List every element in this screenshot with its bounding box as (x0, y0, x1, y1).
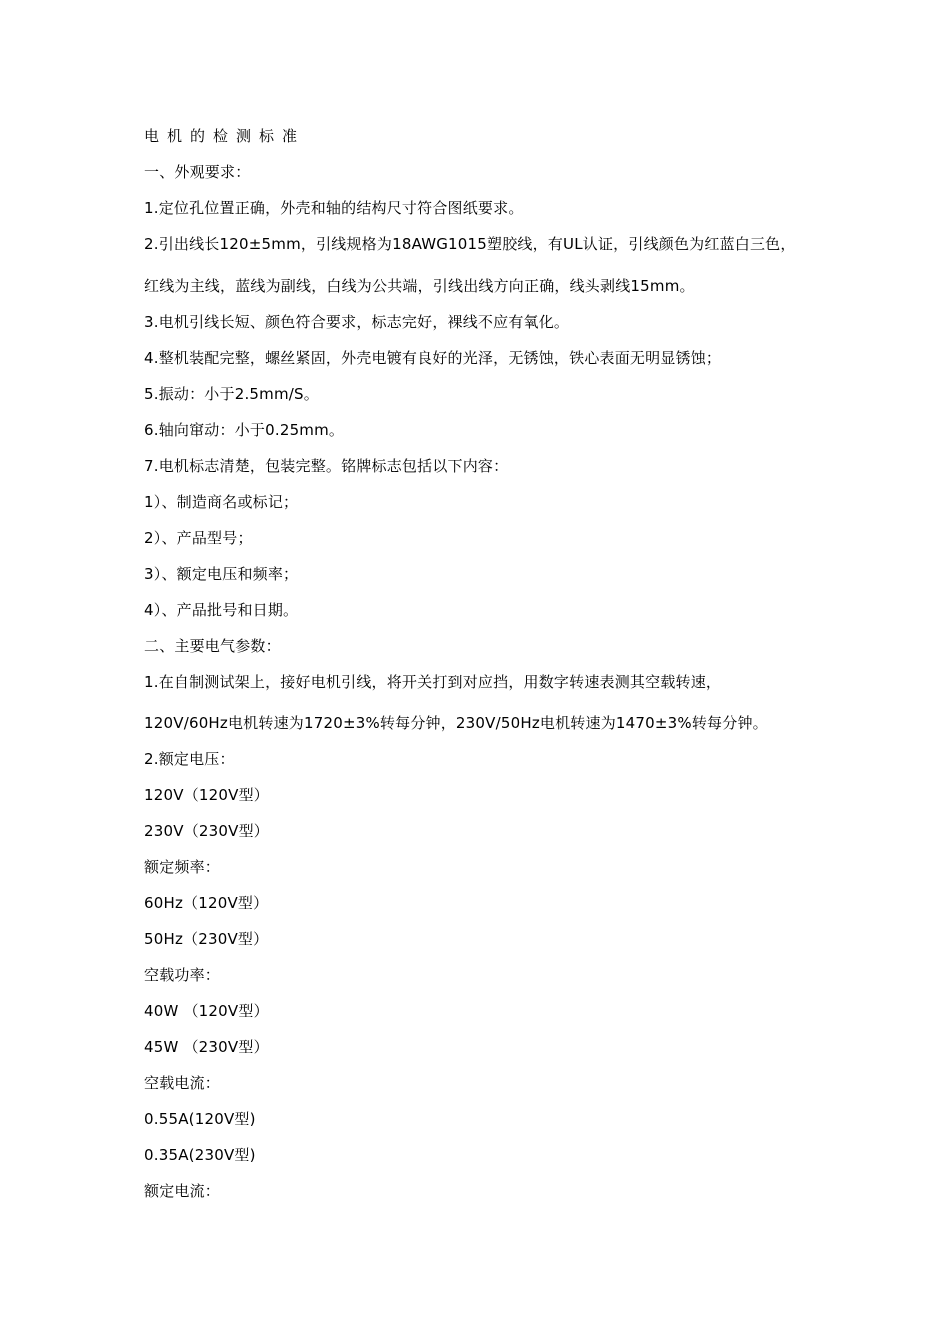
text-line: 6.轴向窜动：小于0.25mm。 (144, 421, 345, 439)
text-line: 额定电流： (144, 1182, 221, 1200)
text-line: 空载功率： (144, 966, 221, 984)
text-line: 3.电机引线长短、颜色符合要求，标志完好，裸线不应有氧化。 (144, 313, 570, 331)
text-line: 0.55A(120V型) (144, 1110, 256, 1128)
text-line: 50Hz（230V型） (144, 930, 269, 948)
section-heading-appearance: 一、外观要求： (144, 163, 251, 181)
text-line: 40W （120V型） (144, 1002, 269, 1020)
list-item: 4）、产品批号和日期。 (144, 601, 299, 619)
text-line: 4.整机装配完整，螺丝紧固，外壳电镀有良好的光泽，无锈蚀，铁心表面无明显锈蚀； (144, 349, 722, 367)
text-line: 2.额定电压： (144, 750, 235, 768)
list-item: 1）、制造商名或标记； (144, 493, 299, 511)
text-line: 120V（120V型） (144, 786, 269, 804)
text-line: 230V（230V型） (144, 822, 269, 840)
list-item: 3）、额定电压和频率； (144, 565, 299, 583)
text-line: 2.引出线长120±5mm，引线规格为18AWG1015塑胶线，有UL认证，引线颜色为红蓝白三色， (144, 235, 796, 253)
text-line: 45W （230V型） (144, 1038, 269, 1056)
text-line: 0.35A(230V型) (144, 1146, 256, 1164)
text-line: 空载电流： (144, 1074, 221, 1092)
text-line: 红线为主线，蓝线为副线，白线为公共端，引线出线方向正确，线头剥线15mm。 (144, 277, 695, 295)
text-line: 1.定位孔位置正确，外壳和轴的结构尺寸符合图纸要求。 (144, 199, 524, 217)
list-item: 2）、产品型号； (144, 529, 253, 547)
document-title: 电机的检测标准 (144, 127, 306, 145)
text-line: 60Hz（120V型） (144, 894, 269, 912)
text-line: 7.电机标志清楚，包装完整。铭牌标志包括以下内容： (144, 457, 509, 475)
text-line: 额定频率： (144, 858, 221, 876)
text-line: 5.振动：小于2.5mm/S。 (144, 385, 319, 403)
text-line: 1.在自制测试架上，接好电机引线，将开关打到对应挡，用数字转速表测其空载转速， (144, 673, 722, 691)
section-heading-electrical: 二、主要电气参数： (144, 637, 281, 655)
text-line: 120V/60Hz电机转速为1720±3%转每分钟，230V/50Hz电机转速为1470±3%转每分钟。 (144, 714, 768, 732)
